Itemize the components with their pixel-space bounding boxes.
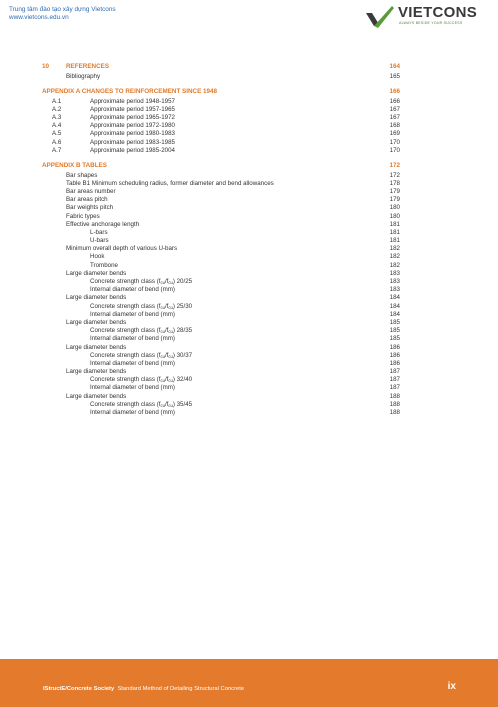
entry-page: 186 (389, 351, 400, 359)
toc-entry[interactable] (42, 245, 400, 253)
toc-entry[interactable] (42, 221, 400, 229)
entry-title (66, 393, 126, 400)
table-of-contents (42, 63, 400, 417)
logo-tagline: ALWAYS BESIDE YOUR SUCCESS (399, 21, 463, 25)
entry-page: 185 (389, 327, 400, 335)
entry-page: 187 (389, 368, 400, 376)
entry-page: 181 (389, 237, 400, 245)
entry-page: 182 (389, 245, 400, 253)
toc-entry[interactable] (42, 253, 400, 261)
footer-book-title: Standard Method of Detailing Structural Concrete (117, 686, 245, 692)
page-footer (0, 659, 498, 707)
entry-title (66, 294, 126, 301)
toc-entry[interactable] (42, 196, 400, 204)
subscript-cu: cu (160, 329, 165, 335)
subscript-cu: cu (160, 402, 165, 408)
entry-title (66, 270, 126, 277)
entry-number: A.6 (52, 138, 62, 146)
entry-number: A.4 (52, 122, 62, 130)
paren-close: ) (172, 327, 177, 335)
subscript-cu: cu (168, 304, 173, 310)
entry-title (66, 245, 177, 252)
entry-title (90, 327, 192, 334)
section-gap (42, 155, 400, 162)
entry-page: 180 (389, 212, 400, 220)
entry-title-text: Large diameter bends (66, 368, 127, 376)
toc-entry[interactable] (42, 409, 400, 417)
entry-title-text: Bar shapes (66, 171, 98, 179)
entry-title-text: Internal diameter of bend (mm) (90, 359, 175, 367)
entry-title-text: Concrete strength class (f (90, 400, 161, 408)
entry-title (66, 368, 126, 375)
entry-title (90, 147, 175, 154)
entry-title-text: Concrete strength class (f (90, 376, 161, 384)
fraction-slash: /f (164, 278, 169, 285)
entry-title (90, 262, 118, 269)
fraction-slash: /f (164, 327, 169, 335)
toc-entry[interactable] (42, 286, 400, 294)
paren-close: ) (172, 351, 177, 359)
toc-section-heading[interactable] (42, 88, 400, 98)
entry-page: 182 (389, 253, 400, 261)
toc-entry[interactable] (42, 368, 400, 376)
entry-title (90, 237, 109, 244)
entry-title-text: Bibliography (66, 72, 101, 80)
toc-entry[interactable] (42, 294, 400, 302)
subscript-cu: cu (168, 353, 173, 359)
entry-title-text: L-bars (90, 228, 108, 236)
entry-title-text: Large diameter bends (66, 318, 127, 326)
strength-class: 32/40 (176, 376, 193, 384)
entry-title-text: Concrete strength class (f (90, 278, 161, 285)
subscript-cu: cu (160, 378, 165, 384)
entry-title (90, 106, 175, 113)
entry-title-text: Large diameter bends (66, 269, 127, 277)
fraction-slash: /f (164, 376, 169, 384)
entry-title-text: Internal diameter of bend (mm) (90, 384, 175, 392)
toc-entry[interactable] (42, 360, 400, 368)
entry-title (66, 196, 108, 203)
subscript-cu: cu (168, 378, 173, 384)
toc-entry[interactable] (42, 344, 400, 352)
fraction-slash: /f (164, 400, 169, 408)
checkmark-logo-icon (364, 4, 396, 30)
paren-close: ) (172, 376, 177, 384)
vietcons-logo (364, 4, 494, 34)
toc-entry[interactable] (42, 335, 400, 343)
org-website: www.vietcons.edu.vn (9, 13, 69, 21)
entry-title-text: Concrete strength class (f (90, 327, 161, 335)
toc-entry[interactable] (42, 172, 400, 180)
entry-page: 181 (389, 228, 400, 236)
org-name: Trung tâm đào tạo xây dựng Vietcons (9, 6, 116, 13)
entry-title-text: Large diameter bends (66, 392, 127, 400)
entry-title (66, 172, 97, 179)
toc-entry[interactable] (42, 376, 400, 384)
entry-title-text: Approximate period 1980-1983 (90, 130, 175, 138)
entry-page: 184 (389, 302, 400, 310)
entry-title-text: Bar areas number (66, 187, 116, 195)
entry-page: 186 (389, 359, 400, 367)
entry-title (90, 335, 175, 342)
entry-page: 183 (389, 286, 400, 294)
toc-entry[interactable] (42, 352, 400, 360)
entry-title (90, 376, 192, 383)
entry-page: 183 (389, 278, 400, 285)
entry-title (90, 229, 108, 236)
entry-page: 181 (389, 220, 400, 228)
toc-entry[interactable] (42, 393, 400, 401)
entry-page: 180 (389, 204, 400, 212)
entry-number: A.3 (52, 113, 62, 121)
section-gap (42, 81, 400, 88)
entry-title-text: Approximate period 1972-1980 (90, 122, 175, 130)
entry-number: A.1 (52, 97, 62, 105)
entry-page: 186 (389, 343, 400, 351)
entry-title (66, 204, 113, 211)
entry-title (90, 360, 175, 367)
entry-title-text: Trombone (90, 261, 118, 269)
fraction-slash: /f (164, 351, 169, 359)
entry-page: 188 (389, 400, 400, 408)
entry-title (66, 73, 100, 80)
strength-class: 35/45 (176, 400, 193, 408)
entry-title-text: Table B1 Minimum scheduling radius, former diameter and bend allowances (66, 179, 274, 187)
entry-number: A.2 (52, 105, 62, 113)
entry-title (66, 188, 116, 195)
toc-entry[interactable] (42, 139, 400, 147)
entry-title-text: Fabric types (66, 212, 100, 220)
subscript-cu: cu (168, 402, 173, 408)
toc-entry[interactable] (42, 180, 400, 188)
entry-title (66, 319, 126, 326)
paren-close: ) (172, 302, 177, 310)
entry-page: 187 (389, 376, 400, 384)
toc-entry[interactable] (42, 106, 400, 114)
entry-title (90, 401, 192, 408)
subscript-cu: cu (168, 329, 173, 335)
entry-page: 172 (389, 171, 400, 179)
entry-number: A.5 (52, 130, 62, 138)
toc-entry[interactable] (42, 303, 400, 311)
entry-title (90, 114, 175, 121)
entry-title-text: Large diameter bends (66, 343, 127, 351)
entry-title-text: Internal diameter of bend (mm) (90, 286, 175, 294)
toc-entry[interactable] (42, 278, 400, 286)
subscript-cu: cu (168, 280, 173, 285)
entry-title (90, 352, 192, 359)
entry-title-text: Effective anchorage length (66, 220, 140, 228)
entry-title-text: Concrete strength class (f (90, 302, 161, 310)
entry-number: A.7 (52, 146, 62, 154)
paren-close: ) (172, 400, 177, 408)
strength-class: 20/25 (176, 278, 193, 285)
toc-entry[interactable] (42, 319, 400, 327)
entry-page: 187 (389, 384, 400, 392)
entry-title-text: Approximate period 1965-1972 (90, 113, 175, 121)
toc-entry[interactable] (42, 401, 400, 409)
toc-entry[interactable] (42, 237, 400, 245)
strength-class: 28/35 (176, 327, 193, 335)
entry-title-text: Concrete strength class (f (90, 351, 161, 359)
entry-title (66, 221, 139, 228)
entry-page: 167 (389, 105, 400, 113)
section-title: APPENDIX B TABLES (42, 161, 107, 169)
subscript-cu: cu (160, 353, 165, 359)
toc-entry[interactable] (42, 311, 400, 319)
entry-page: 188 (389, 392, 400, 400)
entry-title (90, 303, 192, 310)
subscript-cu: cu (160, 304, 165, 310)
entry-page: 183 (389, 269, 400, 277)
entry-title (90, 409, 175, 416)
entry-page: 182 (389, 261, 400, 269)
footer-publisher: IStructE/Concrete Society (43, 686, 115, 692)
entry-page: 188 (389, 409, 400, 416)
toc-entry[interactable] (42, 122, 400, 130)
entry-page: 178 (389, 179, 400, 187)
entry-page: 167 (389, 113, 400, 121)
section-title: REFERENCES (66, 63, 110, 70)
entry-title (66, 180, 274, 187)
entry-title-text: Minimum overall depth of various U-bars (66, 245, 178, 253)
entry-page: 184 (389, 294, 400, 302)
toc-entry[interactable] (42, 384, 400, 392)
entry-title (90, 253, 104, 260)
entry-title (90, 384, 175, 391)
entry-title (90, 311, 175, 318)
entry-title-text: Internal diameter of bend (mm) (90, 409, 175, 416)
strength-class: 30/37 (176, 351, 193, 359)
toc-section-heading[interactable] (42, 63, 400, 73)
section-page: 166 (389, 87, 400, 95)
entry-title (66, 344, 126, 351)
entry-page: 170 (389, 146, 400, 154)
entry-page: 184 (389, 310, 400, 318)
toc-section-heading[interactable] (42, 162, 400, 172)
toc-entry[interactable] (42, 229, 400, 237)
footer-caption (43, 686, 244, 692)
strength-class: 25/30 (176, 302, 193, 310)
section-page: 164 (389, 63, 400, 70)
entry-title (90, 130, 175, 137)
paren-close: ) (172, 278, 177, 285)
toc-entry[interactable] (42, 270, 400, 278)
entry-title (90, 286, 175, 293)
entry-page: 169 (389, 130, 400, 138)
toc-entry[interactable] (42, 114, 400, 122)
entry-title-text: Bar areas pitch (66, 196, 108, 204)
entry-title-text: Approximate period 1985-2004 (90, 146, 175, 154)
toc-entry[interactable] (42, 130, 400, 138)
entry-title-text: Bar weights pitch (66, 204, 114, 212)
fraction-slash: /f (164, 302, 169, 310)
section-title: APPENDIX A CHANGES TO REINFORCEMENT SINCE 1948 (42, 87, 218, 95)
toc-entry[interactable] (42, 213, 400, 221)
page-number: ix (447, 681, 456, 692)
entry-title (90, 278, 192, 285)
entry-title-text: Approximate period 1957-1965 (90, 105, 175, 113)
toc-entry[interactable] (42, 73, 400, 81)
entry-page: 165 (389, 72, 400, 80)
entry-title-text: Approximate period 1948-1957 (90, 97, 175, 105)
entry-page: 185 (389, 318, 400, 326)
toc-entry[interactable] (42, 204, 400, 212)
header-org (9, 6, 116, 21)
entry-title-text: Large diameter bends (66, 294, 127, 302)
entry-page: 179 (389, 187, 400, 195)
section-number: 10 (42, 63, 50, 70)
toc-entry[interactable] (42, 327, 400, 335)
entry-page: 185 (389, 335, 400, 343)
entry-page: 179 (389, 196, 400, 204)
entry-page: 170 (389, 138, 400, 146)
entry-page: 166 (389, 97, 400, 105)
entry-title-text: Approximate period 1983-1985 (90, 138, 175, 146)
section-page: 172 (389, 161, 400, 169)
logo-wordmark: VIETCONS (398, 4, 478, 21)
entry-title-text: Internal diameter of bend (mm) (90, 335, 175, 343)
entry-title (90, 139, 175, 146)
toc-entry[interactable] (42, 98, 400, 106)
entry-title (66, 213, 100, 220)
entry-title (90, 122, 175, 129)
entry-title (90, 98, 175, 105)
toc-entry[interactable] (42, 188, 400, 196)
entry-title-text: Hook (90, 253, 105, 261)
entry-page: 168 (389, 122, 400, 130)
toc-entry[interactable] (42, 147, 400, 155)
subscript-cu: cu (160, 280, 165, 285)
toc-entry[interactable] (42, 262, 400, 270)
entry-title-text: U-bars (90, 237, 109, 245)
entry-title-text: Internal diameter of bend (mm) (90, 310, 175, 318)
